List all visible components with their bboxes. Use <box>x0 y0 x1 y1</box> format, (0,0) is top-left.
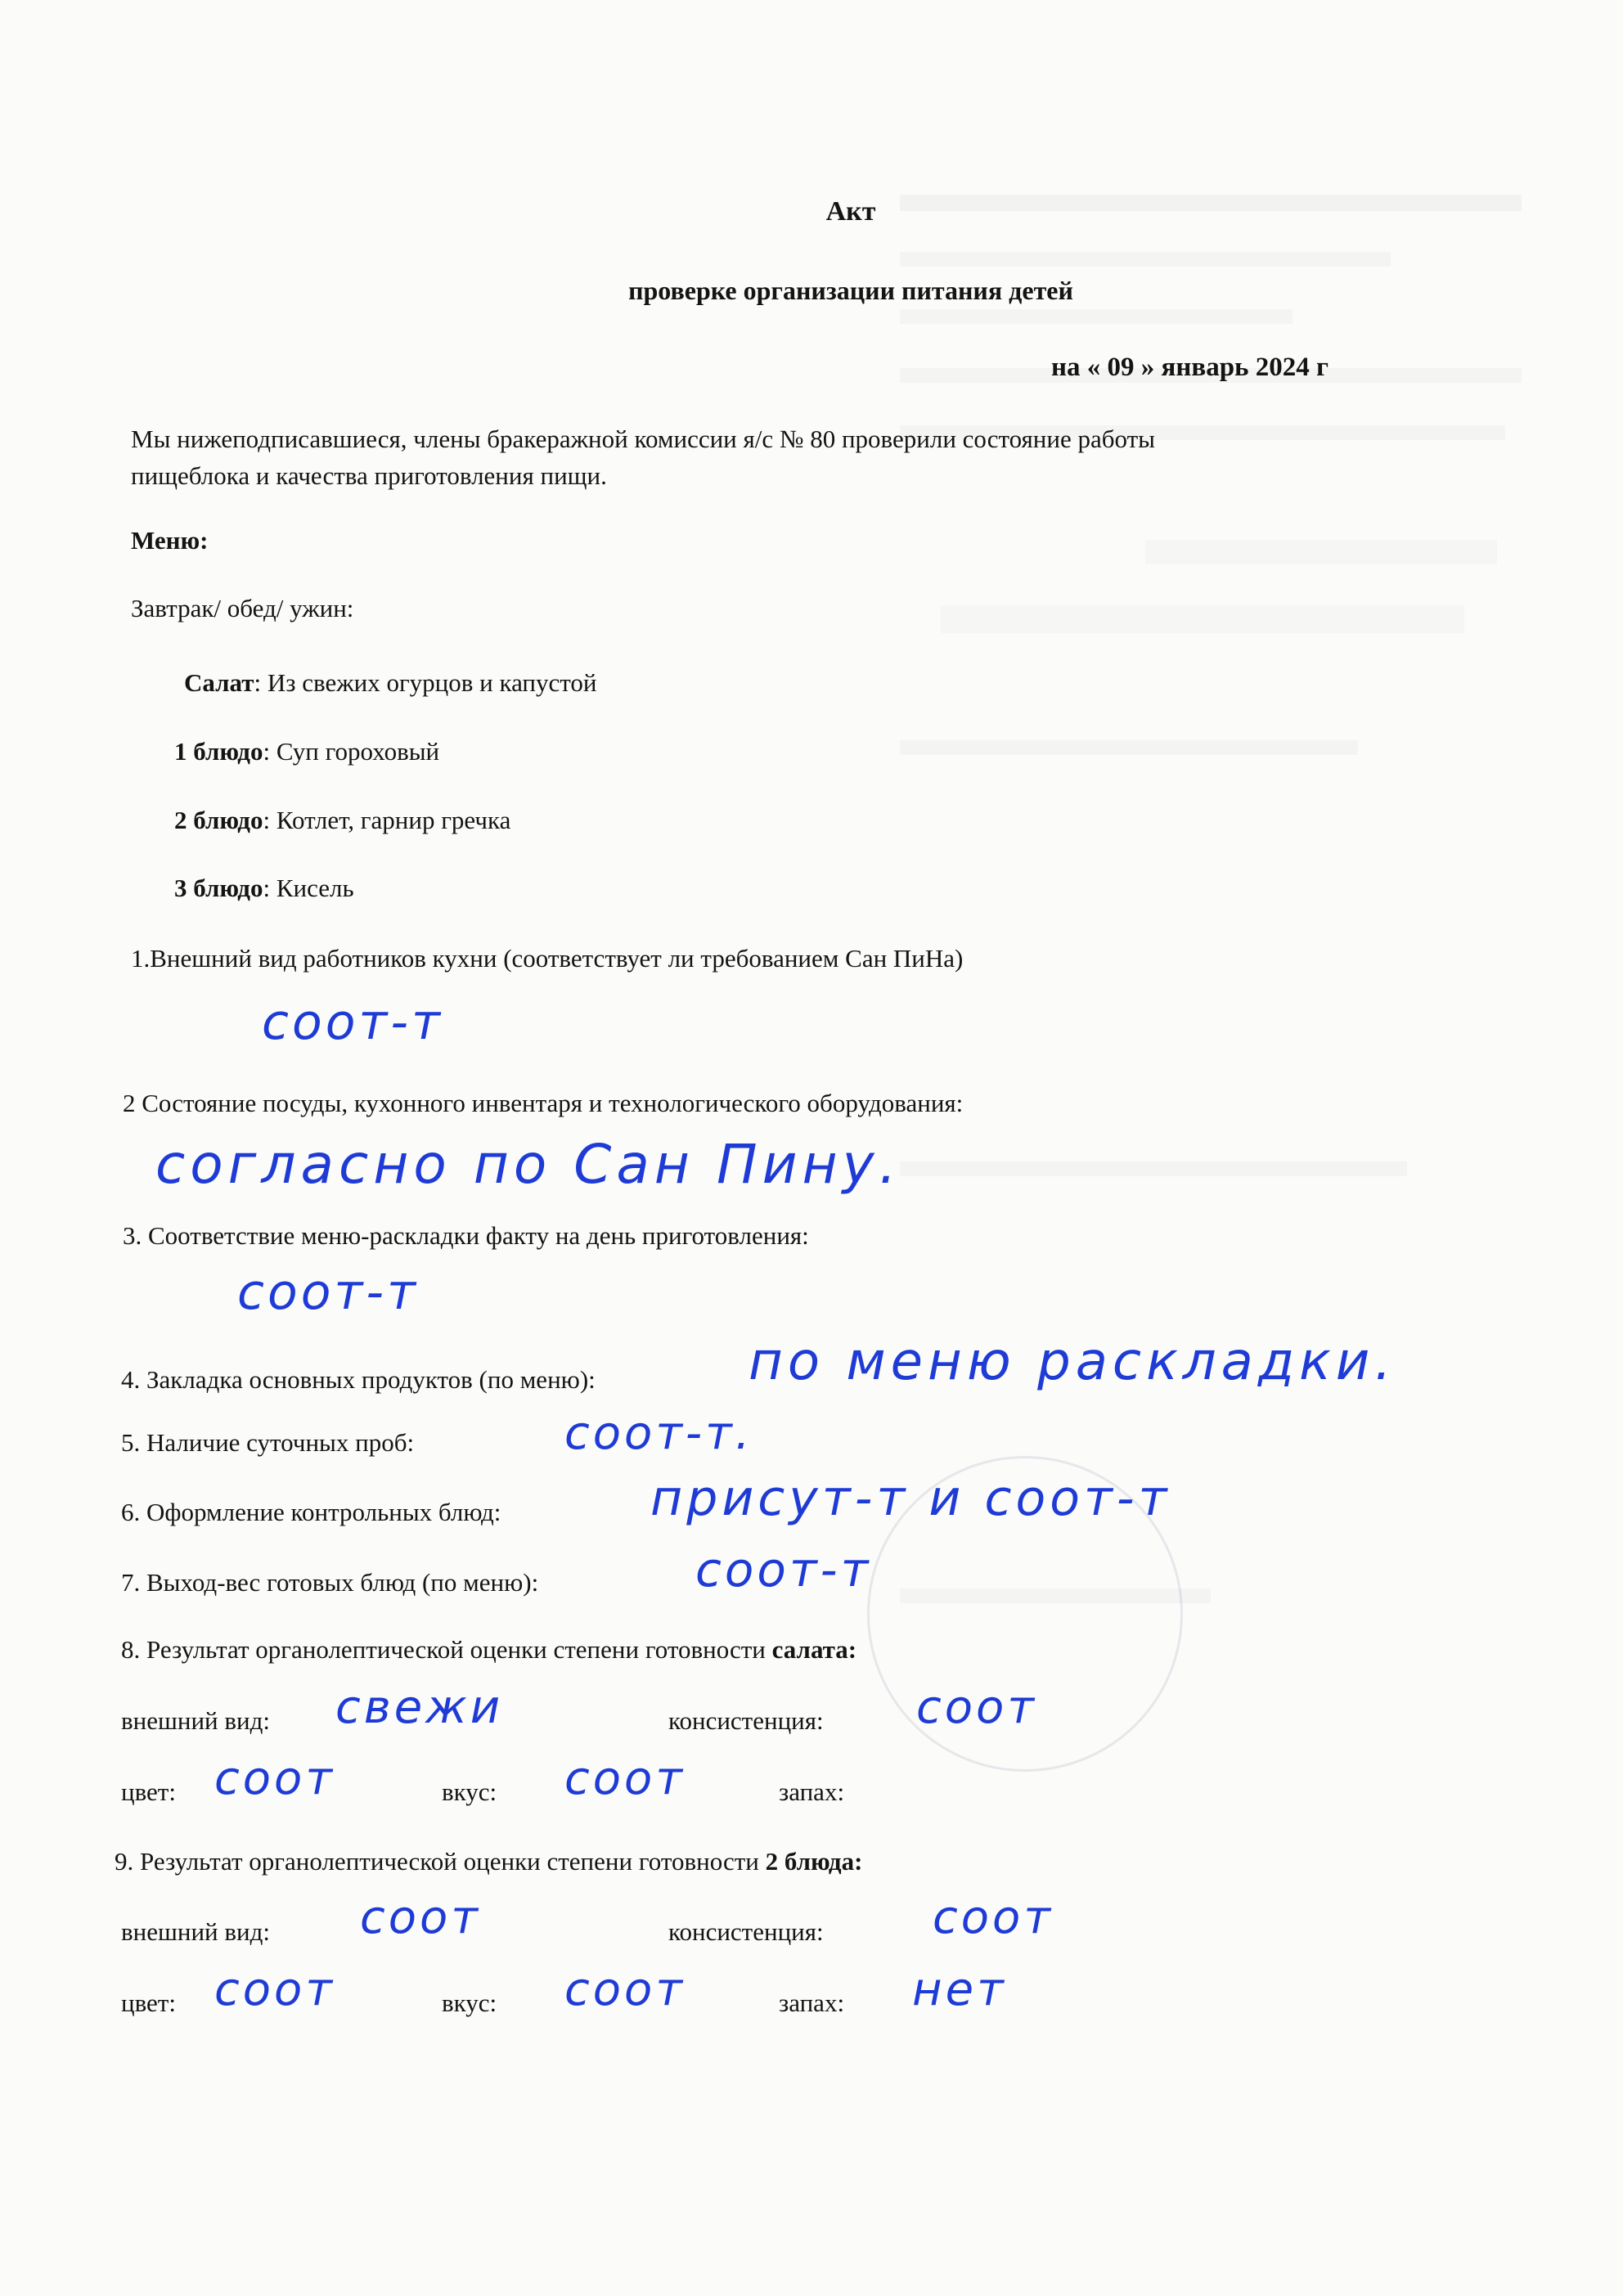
salad-taste-value: соот <box>564 1752 686 1805</box>
meals-label: Завтрак/ обед/ ужин: <box>131 594 354 622</box>
menu-item-dish1 <box>174 736 439 767</box>
menu-item-label: 1 блюдо <box>174 737 263 766</box>
item-7-question: 7. Выход-вес готовых блюд (по меню): <box>121 1568 539 1597</box>
menu-item-value: : Из свежих огурцов и капустой <box>254 668 597 697</box>
salad-consistency-value: соот <box>916 1681 1037 1734</box>
menu-label: Меню: <box>131 526 209 555</box>
item-8-bold: салата: <box>771 1635 857 1664</box>
menu-item-label: 3 блюдо <box>174 874 263 902</box>
menu-item-value: : Кисель <box>263 874 354 902</box>
dish2-consistency-value: соот <box>933 1891 1054 1944</box>
salad-smell-label: запах: <box>779 1777 845 1806</box>
item-8-prefix: 8. Результат органолептической оценки степени готовности <box>121 1635 772 1664</box>
menu-item-label: 2 блюдо <box>174 806 263 834</box>
item-9-prefix: 9. Результат органолептической оценки степени готовности <box>115 1847 766 1876</box>
item-4-answer: по меню раскладки. <box>749 1332 1396 1392</box>
dish2-appearance-label: внешний вид: <box>121 1917 270 1946</box>
salad-consistency-label: консистенция: <box>668 1706 824 1735</box>
menu-item-value: : Котлет, гарнир гречка <box>263 806 511 834</box>
salad-taste-label: вкус: <box>442 1777 497 1806</box>
item-8-question <box>121 1634 856 1665</box>
item-5-question: 5. Наличие суточных проб: <box>121 1428 415 1457</box>
dish2-taste-label: вкус: <box>442 1988 497 2017</box>
dish2-color-label: цвет: <box>121 1988 176 2017</box>
dish2-appearance-value: соот <box>360 1891 481 1944</box>
dish2-color-value: соот <box>214 1963 335 2016</box>
item-4-question: 4. Закладка основных продуктов (по меню): <box>121 1365 596 1394</box>
item-2-answer: согласно по Сан Пину. <box>155 1133 901 1196</box>
menu-item-salad <box>184 667 597 699</box>
document-title: Акт <box>825 196 876 227</box>
item-9-bold: 2 блюда: <box>765 1847 863 1876</box>
date-line: на « 09 » январь 2024 г <box>1051 353 1329 382</box>
item-3-question: 3. Соответствие меню-раскладки факту на день приготовления: <box>123 1221 809 1250</box>
dish2-smell-label: запах: <box>779 1988 845 2017</box>
dish2-taste-value: соот <box>564 1963 686 2016</box>
salad-color-label: цвет: <box>121 1777 176 1806</box>
item-5-answer: соот-т. <box>564 1407 753 1460</box>
item-7-answer: соот-т <box>695 1542 872 1597</box>
item-1-question: 1.Внешний вид работников кухни (соответствует ли требованием Сан ПиНа) <box>131 944 964 973</box>
intro-line-2: пищеблока и качества приготовления пищи. <box>131 461 607 490</box>
salad-appearance-value: свежи <box>335 1681 504 1734</box>
salad-appearance-label: внешний вид: <box>121 1706 270 1735</box>
menu-item-label: Салат <box>184 668 254 697</box>
menu-item-dish3 <box>174 873 354 904</box>
dish2-smell-value: нет <box>912 1963 1007 2016</box>
menu-item-dish2 <box>174 805 510 836</box>
item-1-answer: соот-т <box>262 994 443 1051</box>
menu-item-value: : Суп гороховый <box>263 737 440 766</box>
dish2-consistency-label: консистенция: <box>668 1917 824 1946</box>
item-6-answer: присут-т и соот-т <box>650 1470 1171 1527</box>
item-2-question: 2 Состояние посуды, кухонного инвентаря и технологического оборудования: <box>123 1089 964 1117</box>
document-subtitle: проверке организации питания детей <box>628 276 1073 305</box>
salad-color-value: соот <box>214 1752 335 1805</box>
item-6-question: 6. Оформление контрольных блюд: <box>121 1498 501 1526</box>
intro-line-1: Мы нижеподписавшиеся, члены бракеражной комиссии я/с № 80 проверили состояние работы <box>131 425 1155 453</box>
item-3-answer: соот-т <box>237 1264 419 1321</box>
item-9-question <box>115 1846 862 1877</box>
